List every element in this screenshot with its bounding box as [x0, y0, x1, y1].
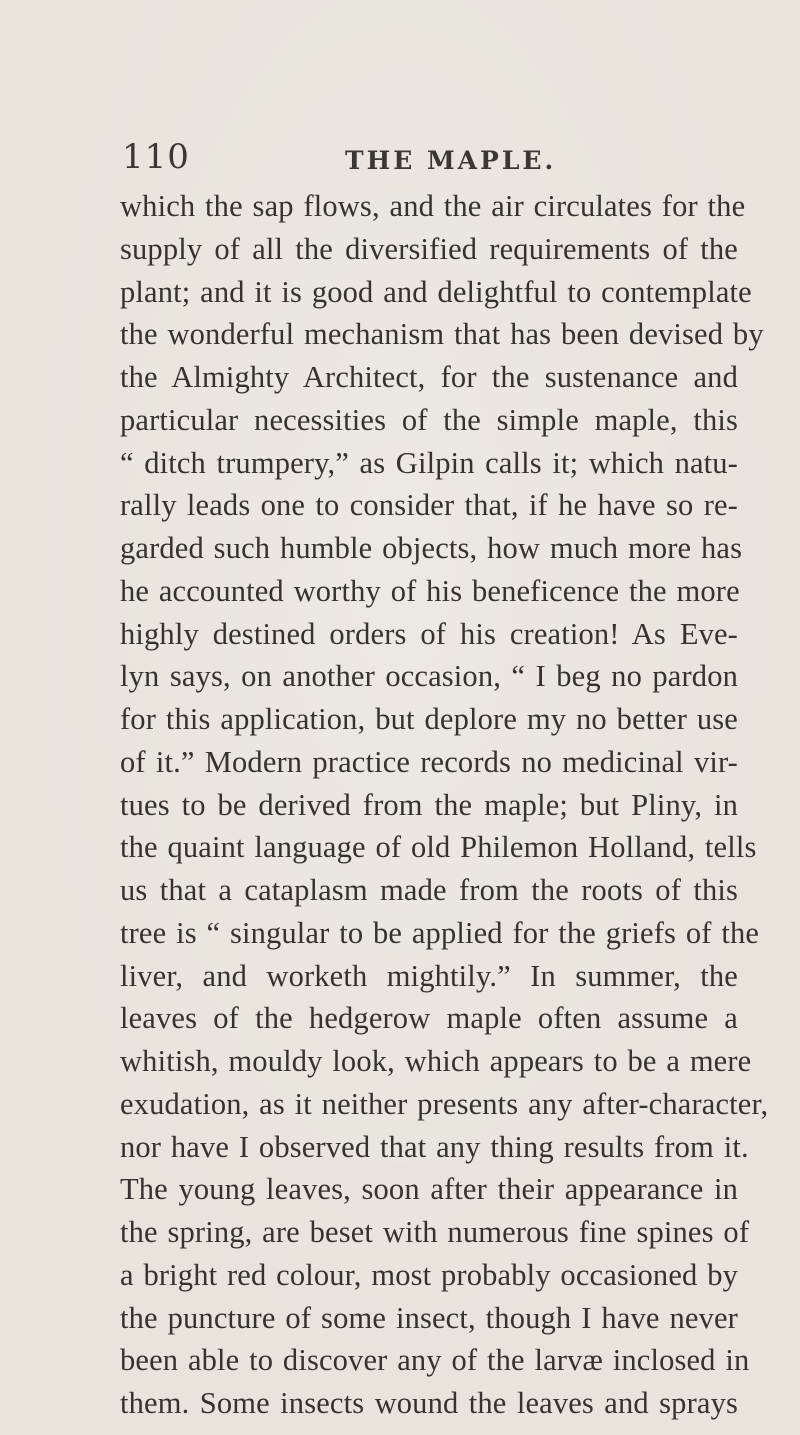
text-line: “ ditch trumpery,” as Gilpin calls it; which natu- [120, 445, 738, 480]
running-head: THE MAPLE. [345, 146, 557, 175]
text-line: liver, and worketh mightily.” In summer, the [120, 958, 738, 993]
text-line: which the sap flows, and the air circulates for the [120, 189, 746, 223]
text-line: highly destined orders of his creation! As Eve- [120, 616, 738, 651]
text-line: for this application, but deplore my no better use [120, 702, 738, 736]
page-number: 110 [122, 137, 190, 177]
text-line: them. Some insects wound the leaves and sprays [120, 1386, 738, 1420]
text-line: the spring, are beset with numerous fine spines of [120, 1215, 750, 1249]
text-line: a bright red colour, most probably occasioned by [120, 1257, 738, 1292]
text-line: us that a cataplasm made from the roots of this [120, 873, 738, 907]
text-line: the Almighty Architect, for the sustenance and [120, 360, 738, 394]
text-line: he accounted worthy of his beneficence the more [120, 573, 740, 608]
text-line: tree is “ singular to be applied for the griefs of the [120, 915, 760, 950]
text-line: of it.” Modern practice records no medicinal vir- [120, 744, 738, 779]
text-line: supply of all the diversified requirements of the [120, 231, 738, 266]
text-line: the wonderful mechanism that has been devised by [120, 317, 764, 352]
text-line: been able to discover any of the larvæ inclosed in [120, 1343, 750, 1378]
text-line: exudation, as it neither presents any after-character, [120, 1086, 769, 1121]
text-line: leaves of the hedgerow maple often assume a [120, 1001, 738, 1036]
text-line: the puncture of some insect, though I have never [120, 1300, 738, 1335]
text-line: garded such humble objects, how much more has [120, 531, 743, 565]
text-line: plant; and it is good and delightful to contemplate [120, 274, 752, 309]
text-line: lyn says, on another occasion, “ I beg no pardon [120, 659, 738, 694]
text-line: tues to be derived from the maple; but Pliny, in [120, 787, 738, 822]
text-line: whitish, mouldy look, which appears to be a mere [120, 1044, 752, 1078]
text-line: rally leads one to consider that, if he have so re- [120, 488, 738, 523]
text-line: particular necessities of the simple maple, this [120, 402, 738, 437]
text-line: The young leaves, soon after their appearance in [120, 1172, 738, 1207]
text-line: nor have I observed that any thing results from it. [120, 1129, 749, 1164]
text-line: the quaint language of old Philemon Holland, tells [120, 830, 757, 865]
